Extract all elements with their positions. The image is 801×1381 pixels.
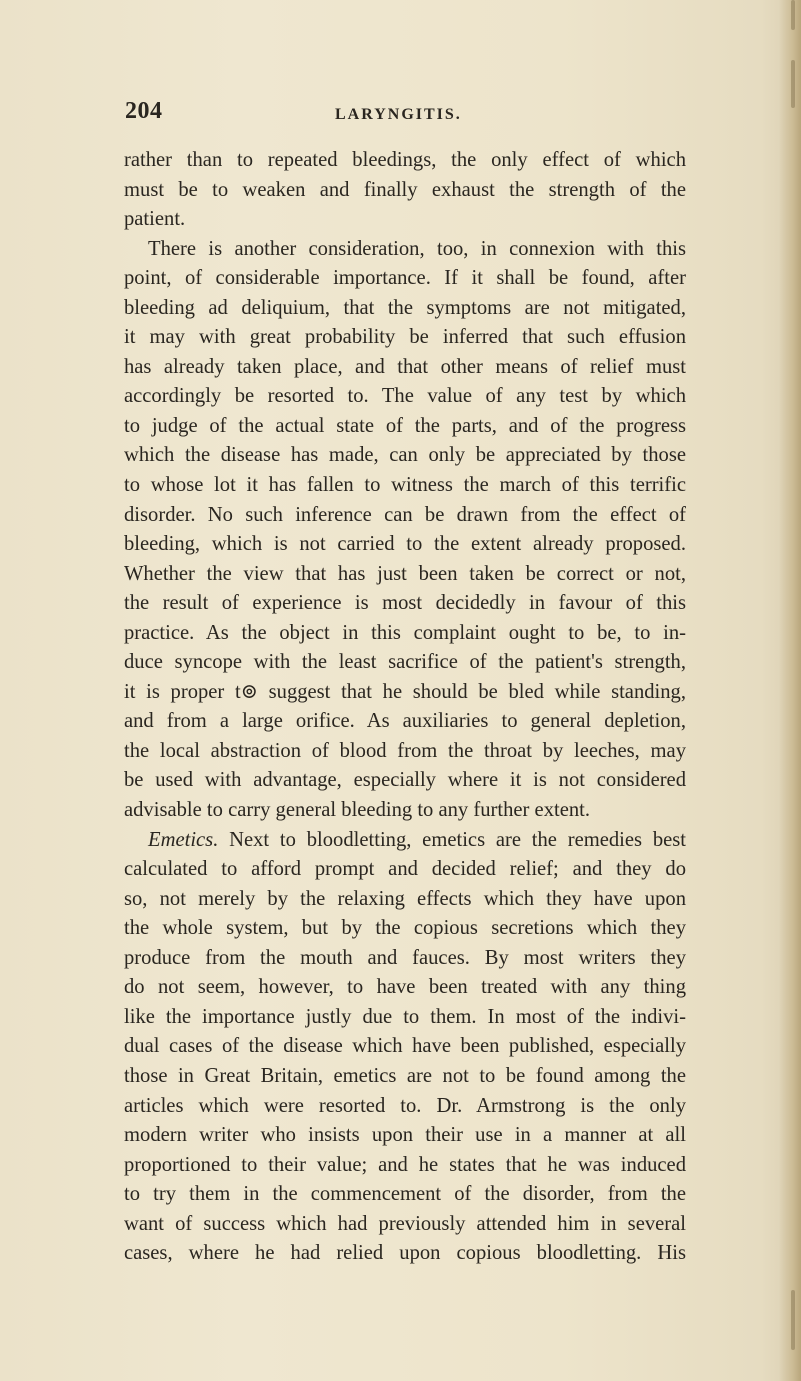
- text-line: it is proper t⊚ suggest that he should be bled while standing,: [124, 680, 686, 703]
- text-line: the result of experience is most decidedly in favour of this: [124, 592, 686, 615]
- text-line: want of success which had previously attended him in several: [124, 1212, 686, 1235]
- text-line: modern writer who insists upon their use in a manner at all: [124, 1124, 686, 1147]
- text-line: Whether the view that has just been taken be correct or not,: [124, 562, 686, 585]
- text-line: and from a large orifice. As auxiliaries to general depletion,: [124, 710, 686, 733]
- text-line: must be to weaken and finally exhaust the strength of the: [124, 178, 686, 201]
- text-line: to try them in the commencement of the disorder, from the: [124, 1183, 686, 1206]
- emetics-heading: Emetics.: [148, 828, 219, 851]
- page-edge-mark: [791, 0, 795, 30]
- text-line: articles which were resorted to. Dr. Armstrong is the only: [124, 1094, 686, 1117]
- text-line: cases, where he had relied upon copious bloodletting. His: [124, 1242, 686, 1265]
- text-line: do not seem, however, to have been treated with any thing: [124, 976, 686, 999]
- page-header: [125, 98, 685, 128]
- text-line: point, of considerable importance. If it shall be found, after: [124, 267, 686, 290]
- text-line: There is another consideration, too, in connexion with this: [148, 237, 686, 260]
- page-edge-mark: [791, 60, 795, 108]
- text-line: rather than to repeated bleedings, the only effect of which: [124, 149, 686, 171]
- page-edge-mark: [791, 1290, 795, 1350]
- text-line: has already taken place, and that other means of relief must: [124, 355, 686, 378]
- text-line: like the importance justly due to them. In most of the indivi-: [124, 1005, 686, 1028]
- text-line: bleeding, which is not carried to the extent already proposed.: [124, 533, 686, 556]
- text-line: it may with great probability be inferred that such effusion: [124, 326, 686, 349]
- text-line: disorder. No such inference can be drawn from the effect of: [124, 503, 686, 526]
- body-text: [124, 146, 686, 1269]
- text-line: proportioned to their value; and he states that he was induced: [124, 1153, 686, 1176]
- running-head: LARYNGITIS.: [335, 106, 462, 123]
- page-edge-shadow: [779, 0, 801, 1381]
- text-line: to judge of the actual state of the parts, and of the progress: [124, 414, 686, 437]
- text-line: which the disease has made, can only be appreciated by those: [124, 444, 686, 467]
- text-line: be used with advantage, especially where it is not considered: [124, 769, 686, 792]
- text-line: the local abstraction of blood from the throat by leeches, may: [124, 739, 686, 762]
- text-line: those in Great Britain, emetics are not to be found among the: [124, 1064, 686, 1087]
- text-line: the whole system, but by the copious secretions which they: [124, 917, 686, 940]
- text-line: duce syncope with the least sacrifice of the patient's strength,: [124, 651, 686, 674]
- text-line: dual cases of the disease which have been published, especially: [124, 1035, 686, 1058]
- text-line: accordingly be resorted to. The value of any test by which: [124, 385, 686, 408]
- text-line: practice. As the object in this complaint ought to be, to in-: [124, 621, 686, 644]
- text-line: to whose lot it has fallen to witness the march of this terrific: [124, 474, 686, 497]
- text-line: patient.: [124, 208, 186, 231]
- text-line: bleeding ad deliquium, that the symptoms are not mitigated,: [124, 296, 686, 319]
- text-line: so, not merely by the relaxing effects which they have upon: [124, 887, 686, 910]
- page-number: 204: [125, 98, 163, 124]
- text-line: advisable to carry general bleeding to any further extent.: [124, 799, 591, 822]
- text-fragment: Next to bloodletting, emetics are the remedies best: [229, 828, 686, 851]
- text-line-with-heading: [124, 826, 686, 856]
- text-line: produce from the mouth and fauces. By most writers they: [124, 946, 686, 969]
- text-line: calculated to afford prompt and decided relief; and they do: [124, 858, 686, 881]
